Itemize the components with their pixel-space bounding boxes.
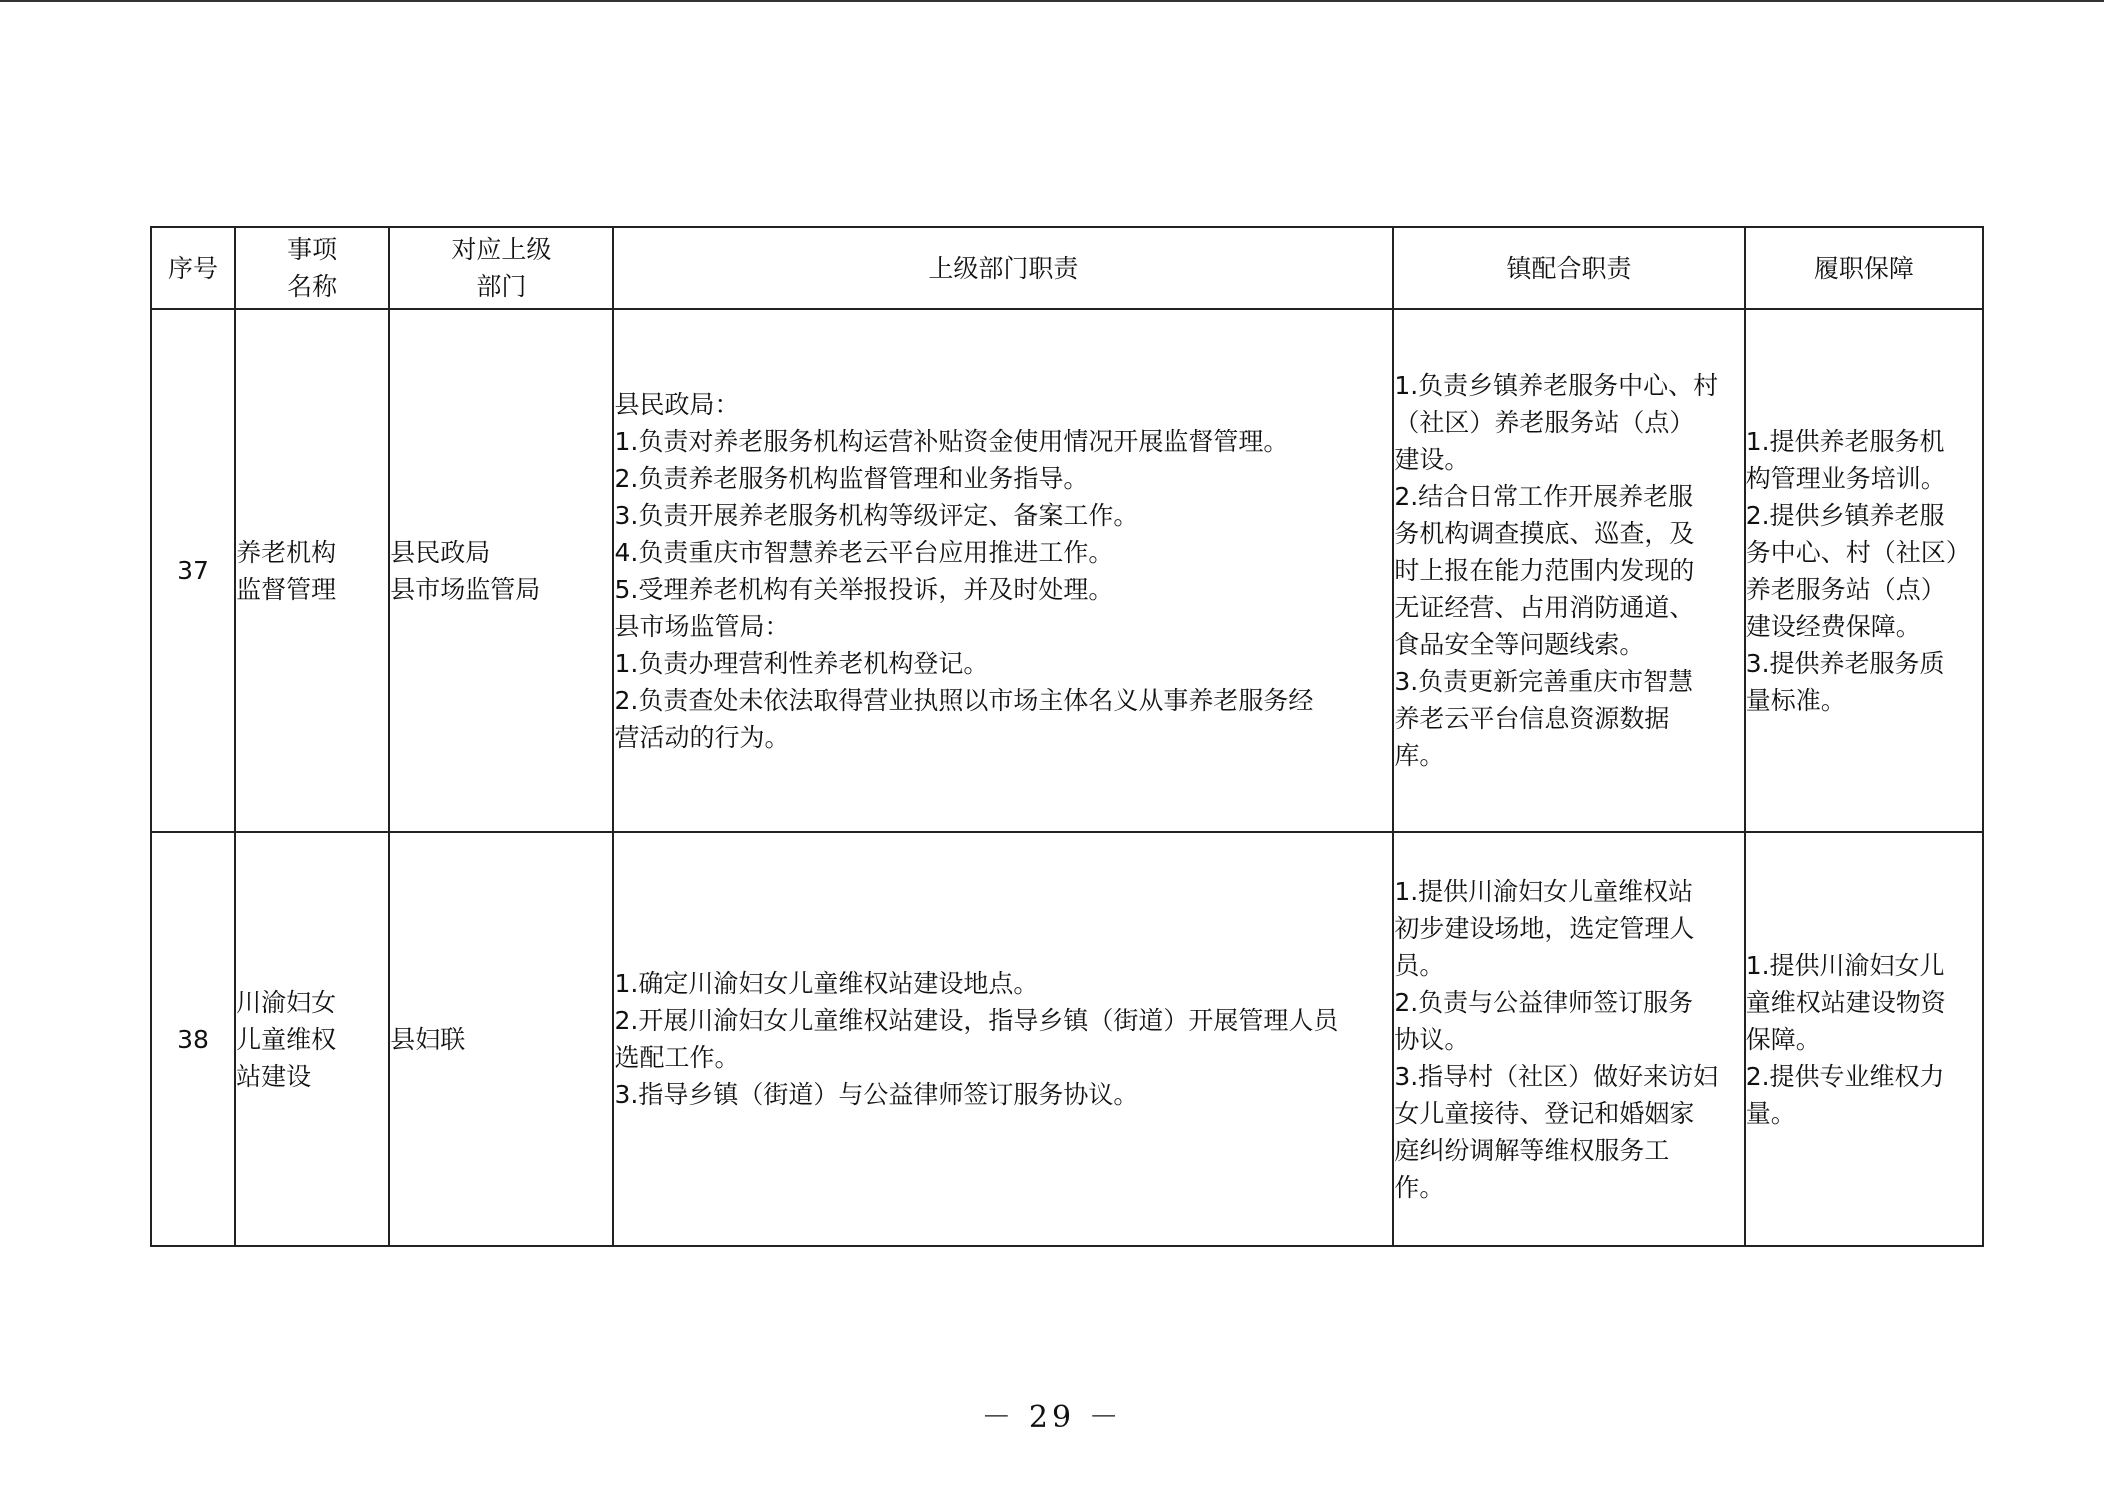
header-seq: 序号 (151, 227, 235, 309)
header-guarantee: 履职保障 (1745, 227, 1983, 309)
row-town-duties: 1.负责乡镇养老服务中心、村 （社区）养老服务站（点） 建设。 2.结合日常工作开展养老服 务机构调查摸底、巡查，及 时上报在能力范围内发现的 无证经营、占用消防通道、 食品安全等问题线索。 3.负责更新完善重庆市智慧 养老云平台信息资源数据 库。 (1393, 309, 1744, 832)
row-town-duties: 1.提供川渝妇女儿童维权站 初步建设场地，选定管理人 员。 2.负责与公益律师签订服务 协议。 3.指导村（社区）做好来访妇 女儿童接待、登记和婚姻家 庭纠纷调解等维权服务工 作。 (1393, 832, 1744, 1246)
page-number: － 29 － (981, 1400, 1123, 1435)
header-item-name: 事项 名称 (235, 227, 389, 309)
header-town-duties: 镇配合职责 (1393, 227, 1744, 309)
row-guarantee: 1.提供养老服务机 构管理业务培训。 2.提供乡镇养老服 务中心、村（社区） 养老服务站（点） 建设经费保障。 3.提供养老服务质 量标准。 (1745, 309, 1983, 832)
duties-table (150, 226, 1984, 1247)
table-header-row (151, 227, 1983, 309)
row-upper-duties: 1.确定川渝妇女儿童维权站建设地点。 2.开展川渝妇女儿童维权站建设，指导乡镇（街道）开展管理人员 选配工作。 3.指导乡镇（街道）与公益律师签订服务协议。 (613, 832, 1393, 1246)
header-upper-dept: 对应上级 部门 (389, 227, 613, 309)
table-row (151, 832, 1983, 1246)
row-item-name: 养老机构 监督管理 (235, 309, 389, 832)
row-guarantee: 1.提供川渝妇女儿 童维权站建设物资 保障。 2.提供专业维权力 量。 (1745, 832, 1983, 1246)
row-dept: 县妇联 (389, 832, 613, 1246)
row-dept: 县民政局 县市场监管局 (389, 309, 613, 832)
top-border-line (0, 0, 2104, 2)
table-row (151, 309, 1983, 832)
header-upper-duties: 上级部门职责 (613, 227, 1393, 309)
row-seq: 37 (151, 309, 235, 832)
row-item-name: 川渝妇女 儿童维权 站建设 (235, 832, 389, 1246)
row-upper-duties: 县民政局： 1.负责对养老服务机构运营补贴资金使用情况开展监督管理。 2.负责养老服务机构监督管理和业务指导。 3.负责开展养老服务机构等级评定、备案工作。 4.负责重庆市智慧养老云平台应用推进工作。 5.受理养老机构有关举报投诉，并及时处理。 县市场监管局： 1.负责办理营利性养老机构登记。 2.负责查处未依法取得营业执照以市场主体名义从事养老服务经 营活动的行为。 (613, 309, 1393, 832)
row-seq: 38 (151, 832, 235, 1246)
